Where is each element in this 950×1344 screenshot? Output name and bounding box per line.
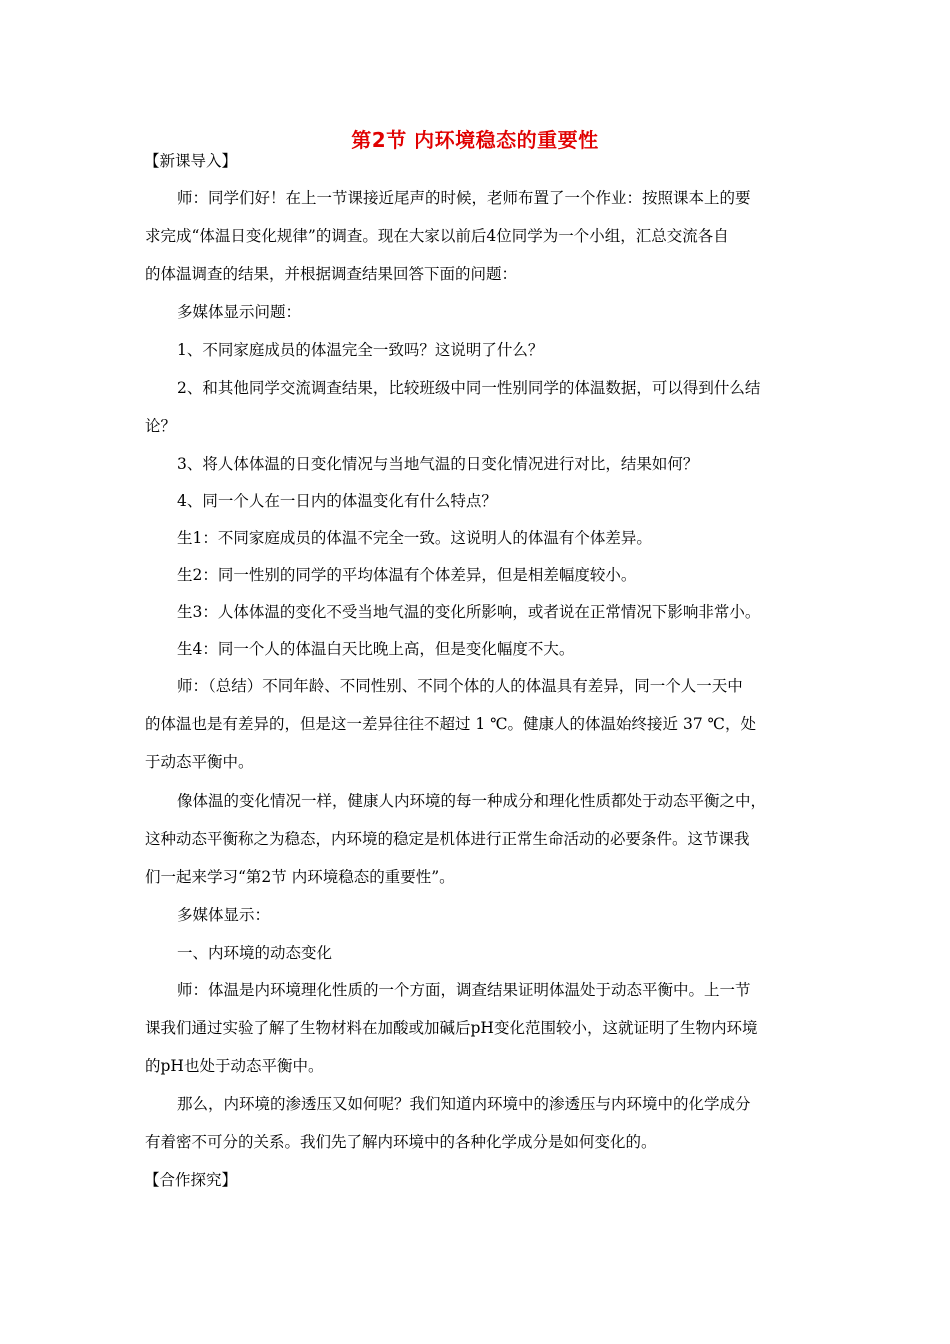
paragraph-line: 像体温的变化情况一样，健康人内环境的每一种成分和理化性质都处于动态平衡之中， bbox=[177, 792, 767, 810]
question-item: 1、不同家庭成员的体温完全一致吗？这说明了什么？ bbox=[177, 341, 544, 359]
paragraph-line: 那么，内环境的渗透压又如何呢？我们知道内环境中的渗透压与内环境中的化学成分 bbox=[177, 1095, 751, 1113]
question-item: 3、将人体体温的日变化情况与当地气温的日变化情况进行对比，结果如何？ bbox=[177, 455, 699, 473]
paragraph-line: 求完成“体温日变化规律”的调查。现在大家以前后4位同学为一个小组，汇总交流各自 bbox=[145, 227, 729, 245]
paragraph-line: 的pH也处于动态平衡中。 bbox=[145, 1057, 324, 1075]
paragraph-line: 师：（总结）不同年龄、不同性别、不同个体的人的体温具有差异，同一个人一天中 bbox=[177, 677, 743, 695]
subsection-heading: 一、内环境的动态变化 bbox=[177, 944, 333, 962]
student-answer: 生4：同一个人的体温白天比晚上高，但是变化幅度不大。 bbox=[177, 640, 575, 658]
paragraph-line: 课我们通过实验了解了生物材料在加酸或加碱后pH变化范围较小，这就证明了生物内环境 bbox=[145, 1019, 758, 1037]
paragraph-line: 们一起来学习“第2节 内环境稳态的重要性”。 bbox=[145, 868, 455, 886]
paragraph-line: 有着密不可分的关系。我们先了解内环境中的各种化学成分是如何变化的。 bbox=[145, 1133, 657, 1151]
paragraph-line: 这种动态平衡称之为稳态，内环境的稳定是机体进行正常生命活动的必要条件。这节课我 bbox=[145, 830, 750, 848]
section-heading-intro: 【新课导入】 bbox=[144, 152, 238, 170]
paragraph-line: 师：同学们好！在上一节课接近尾声的时候，老师布置了一个作业：按照课本上的要 bbox=[177, 189, 751, 207]
paragraph-line: 的体温调查的结果，并根据调查结果回答下面的问题： bbox=[145, 265, 518, 283]
question-item: 4、同一个人在一日内的体温变化有什么特点？ bbox=[177, 492, 497, 510]
student-answer: 生3：人体体温的变化不受当地气温的变化所影响，或者说在正常情况下影响非常小。 bbox=[177, 603, 761, 621]
paragraph-line: 师：体温是内环境理化性质的一个方面，调查结果证明体温处于动态平衡中。上一节 bbox=[177, 981, 751, 999]
paragraph-line: 于动态平衡中。 bbox=[145, 753, 254, 771]
question-item: 2、和其他同学交流调查结果，比较班级中同一性别同学的体温数据，可以得到什么结 bbox=[177, 379, 761, 397]
section-heading-explore: 【合作探究】 bbox=[144, 1171, 238, 1189]
multimedia-questions-label: 多媒体显示问题： bbox=[177, 303, 302, 321]
paragraph-line: 的体温也是有差异的，但是这一差异往往不超过 1 ℃。健康人的体温始终接近 37 ℃，处 bbox=[145, 715, 756, 733]
student-answer: 生1：不同家庭成员的体温不完全一致。这说明人的体温有个体差异。 bbox=[177, 529, 652, 547]
multimedia-display-label: 多媒体显示： bbox=[177, 906, 271, 924]
page-title: 第2节 内环境稳态的重要性 bbox=[351, 128, 599, 152]
student-answer: 生2：同一性别的同学的平均体温有个体差异，但是相差幅度较小。 bbox=[177, 566, 637, 584]
question-item: 论？ bbox=[145, 417, 177, 435]
